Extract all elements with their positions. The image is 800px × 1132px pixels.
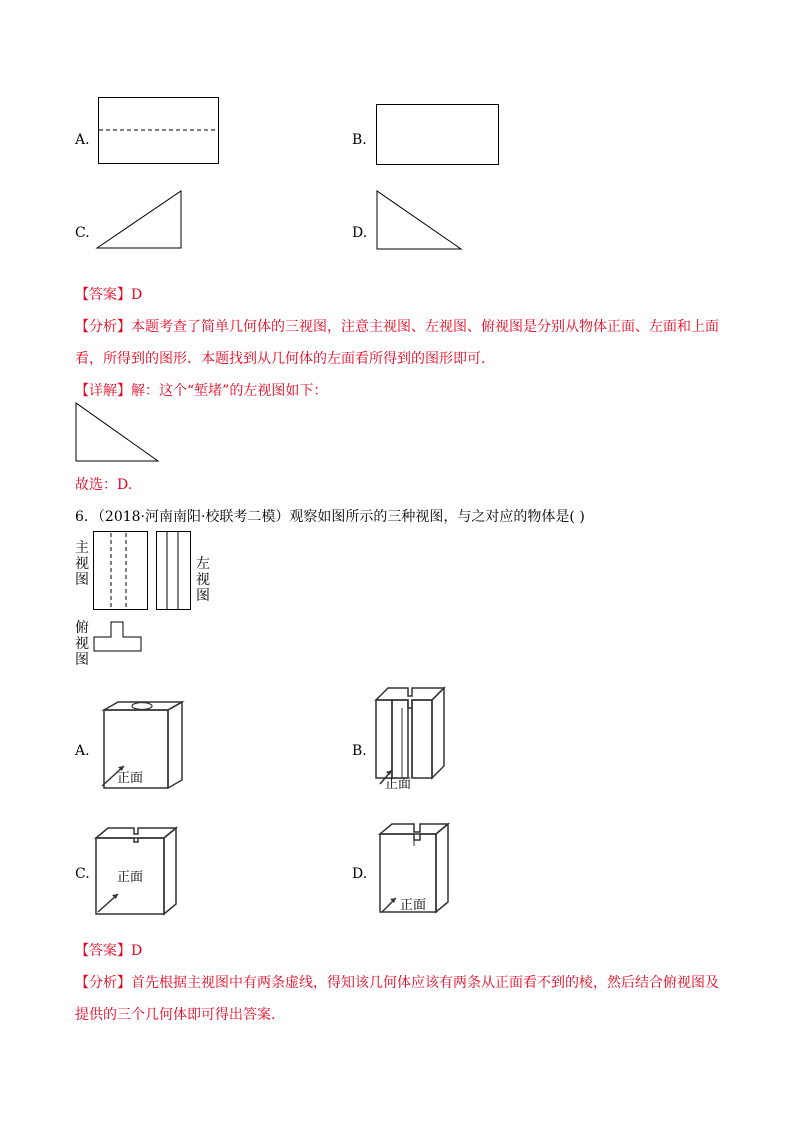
q5-analysis-line-2 xyxy=(75,348,485,368)
answer-value: D xyxy=(131,943,143,959)
detail-text: 解：这个“堑堵”的左视图如下： xyxy=(131,383,328,399)
q5-option-c-figure xyxy=(96,190,184,250)
q5-option-d-figure xyxy=(376,190,464,252)
q5-option-a-figure xyxy=(98,97,220,165)
analysis-tag: 【分析】 xyxy=(75,975,131,991)
answer-tag: 【答案】 xyxy=(75,943,131,959)
left-view-label: 左 视 图 xyxy=(196,556,210,604)
q6-a-front-face-label: 正面 xyxy=(117,771,144,786)
q5-answer-line xyxy=(75,284,142,304)
q6-answer-line xyxy=(75,940,142,960)
q6-b-front-face-label: 正面 xyxy=(385,777,412,792)
answer-tag: 【答案】 xyxy=(75,287,131,303)
analysis-text-2: 提供的三个几何体即可得出答案. xyxy=(75,1007,276,1023)
q5-option-b-figure xyxy=(376,104,500,166)
answer-value: D xyxy=(131,287,143,303)
q6-question: 6．（2018·河南南阳·校联考二模）观察如图所示的三种视图，与之对应的物体是( ) xyxy=(75,509,585,525)
q5-option-c-label: C. xyxy=(75,225,90,241)
q5-left-view-figure xyxy=(75,402,161,464)
q6-analysis-line-1 xyxy=(75,972,719,992)
analysis-text-1: 首先根据主视图中有两条虚线，得知该几何体应该有两条从正面看不到的棱，然后结合俯视图及 xyxy=(131,975,719,991)
q6-c-front-face-label: 正面 xyxy=(117,870,144,885)
q6-option-c-label: C. xyxy=(75,866,90,882)
q5-option-a-label: A. xyxy=(75,132,90,148)
left-view-figure xyxy=(156,531,192,611)
front-view-label: 主 视 图 xyxy=(75,540,89,588)
q5-analysis-line-1 xyxy=(75,316,719,336)
q6-option-b-label: B. xyxy=(352,743,367,759)
q6-analysis-line-2 xyxy=(75,1004,275,1024)
q6-option-d-label: D. xyxy=(352,866,368,882)
top-view-label: 俯 视 图 xyxy=(75,620,89,668)
q5-detail-line xyxy=(75,380,327,400)
top-view-figure xyxy=(93,621,143,653)
q6-option-a-label: A. xyxy=(75,743,90,759)
q5-choose-line xyxy=(75,474,132,494)
detail-tag: 【详解】 xyxy=(75,383,131,399)
q5-option-b-label: B. xyxy=(352,132,367,148)
q6-d-front-face-label: 正面 xyxy=(400,898,427,913)
choose-text: 故选：D. xyxy=(75,477,133,493)
analysis-text-1: 本题考查了简单几何体的三视图，注意主视图、左视图、俯视图是分别从物体正面、左面和上面 xyxy=(131,319,719,335)
front-view-figure xyxy=(93,531,149,611)
analysis-text-2: 看，所得到的图形．本题找到从几何体的左面看所得到的图形即可. xyxy=(75,351,486,367)
q5-option-d-label: D. xyxy=(352,225,368,241)
analysis-tag: 【分析】 xyxy=(75,319,131,335)
